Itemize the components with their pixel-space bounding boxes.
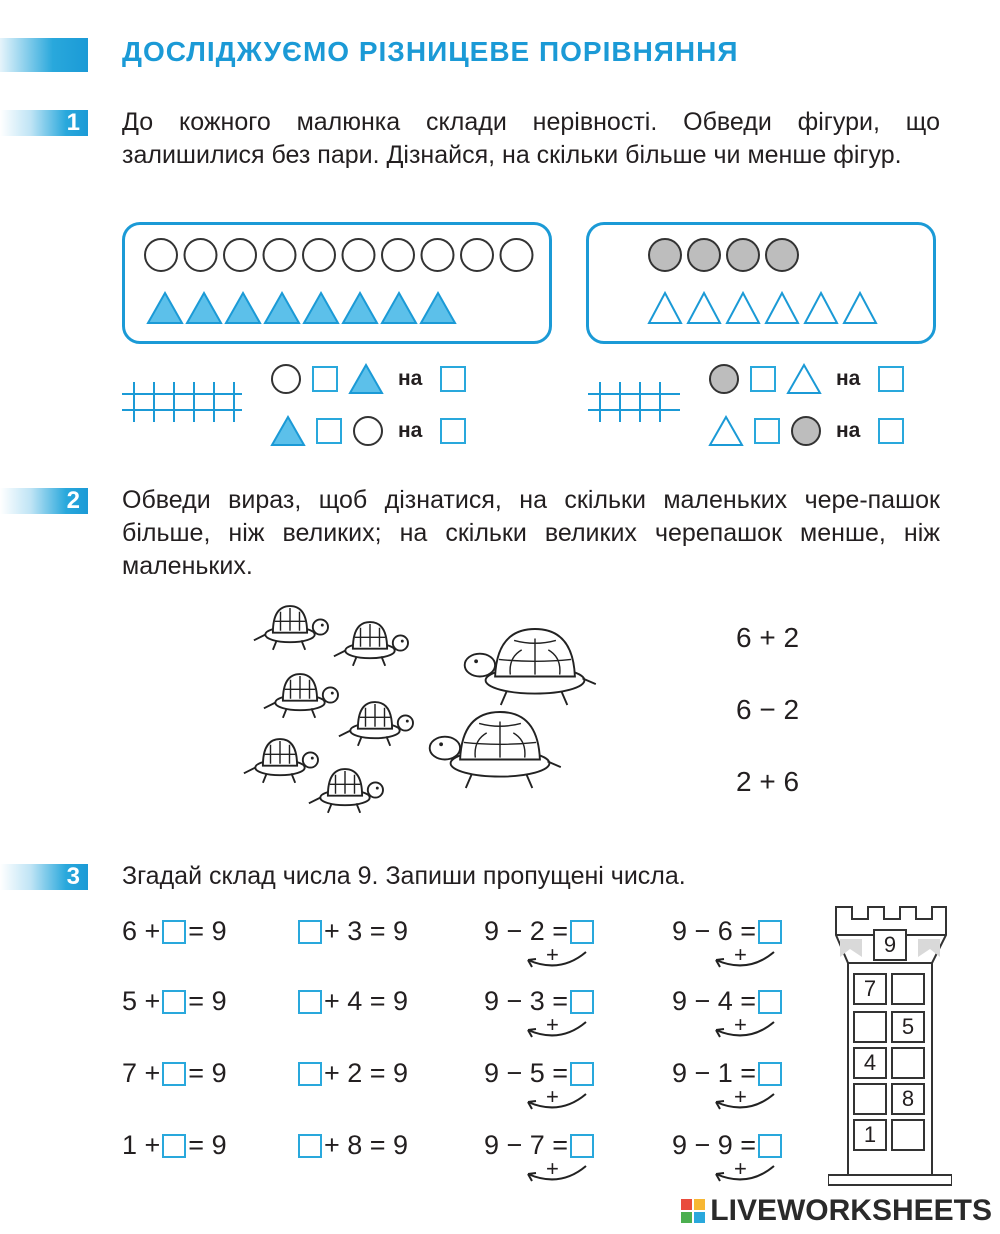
- gray-circle-icon: [790, 415, 822, 447]
- plus-sign: +: [546, 1156, 559, 1181]
- outline-triangle[interactable]: [766, 293, 798, 323]
- tower-cell[interactable]: [891, 1047, 925, 1079]
- check-arrow: [520, 1156, 590, 1193]
- blue-triangle[interactable]: [226, 293, 260, 323]
- blue-triangle[interactable]: [343, 293, 377, 323]
- check-arrow: [708, 1012, 778, 1049]
- task-1-right-frame: [586, 222, 936, 344]
- turtles-illustration: [240, 595, 600, 825]
- task-3-number: 3: [66, 863, 80, 890]
- circle-icon: [352, 415, 384, 447]
- gray-circle[interactable]: [688, 239, 720, 271]
- plus-sign: +: [734, 1012, 747, 1037]
- answer-box[interactable]: [758, 1062, 782, 1086]
- tower-cell[interactable]: [853, 1011, 887, 1043]
- answer-box[interactable]: [758, 920, 782, 944]
- equation-term: 9 − 2 =: [484, 916, 569, 946]
- plus-sign: +: [546, 1084, 559, 1109]
- equation-term: 9 − 7 =: [484, 1130, 569, 1160]
- check-arrow: [708, 1084, 778, 1121]
- equation-term: + 4 = 9: [324, 986, 409, 1016]
- outline-triangle[interactable]: [805, 293, 837, 323]
- sum-equation: [296, 1058, 408, 1089]
- gray-circle-icon: [708, 363, 740, 395]
- sum-equation: [296, 916, 408, 947]
- small-turtle: [264, 674, 338, 718]
- answer-box[interactable]: [754, 418, 780, 444]
- difference-equation: [484, 916, 596, 947]
- answer-box[interactable]: [750, 366, 776, 392]
- equation-term: + 3 = 9: [324, 916, 409, 946]
- answer-box[interactable]: [316, 418, 342, 444]
- equation-term: 9 − 9 =: [672, 1130, 757, 1160]
- check-arrow: [520, 942, 590, 979]
- inequality-row-right-2: [708, 414, 904, 448]
- big-turtle: [465, 629, 596, 705]
- tower-cell[interactable]: [891, 1119, 925, 1151]
- sum-equation: [122, 916, 227, 947]
- equation-result: = 9: [188, 916, 227, 946]
- white-circle[interactable]: [145, 239, 177, 271]
- answer-box[interactable]: [162, 920, 186, 944]
- white-circle[interactable]: [501, 239, 533, 271]
- white-circle[interactable]: [303, 239, 335, 271]
- blue-triangle[interactable]: [187, 293, 221, 323]
- small-turtle: [309, 769, 383, 813]
- answer-box[interactable]: [570, 1062, 594, 1086]
- blue-triangle[interactable]: [382, 293, 416, 323]
- answer-box[interactable]: [312, 366, 338, 392]
- answer-box[interactable]: [162, 1062, 186, 1086]
- difference-equation: [484, 1058, 596, 1089]
- tally-grid-right: [586, 380, 682, 424]
- task-2-number: 2: [66, 487, 80, 514]
- answer-box[interactable]: [758, 990, 782, 1014]
- equation-term: 9 − 1 =: [672, 1058, 757, 1088]
- answer-box[interactable]: [570, 1134, 594, 1158]
- plus-sign: +: [546, 942, 559, 967]
- inequality-row-left-1: [270, 362, 466, 396]
- triangle-outline-icon: [786, 363, 822, 395]
- sum-equation: [296, 986, 408, 1017]
- task-3-text: Згадай склад числа 9. Запиши пропущені числа.: [122, 862, 686, 890]
- outline-triangle[interactable]: [727, 293, 759, 323]
- blue-triangle[interactable]: [265, 293, 299, 323]
- task-1-number-bar: [0, 110, 88, 136]
- tower-cell[interactable]: [853, 1083, 887, 1115]
- blue-triangle[interactable]: [304, 293, 338, 323]
- sum-equation: [122, 1058, 227, 1089]
- equation-result: = 9: [188, 1130, 227, 1160]
- gray-circle[interactable]: [649, 239, 681, 271]
- answer-box[interactable]: [570, 920, 594, 944]
- plus-sign: +: [734, 1156, 747, 1181]
- small-turtle: [254, 606, 328, 650]
- na-label: на: [836, 419, 861, 442]
- tower-cell: 5: [891, 1011, 925, 1043]
- answer-box[interactable]: [758, 1134, 782, 1158]
- task-1-number: 1: [66, 109, 80, 136]
- white-circle[interactable]: [224, 239, 256, 271]
- equation-result: = 9: [188, 986, 227, 1016]
- difference-equation: [672, 1130, 784, 1161]
- blue-triangle[interactable]: [148, 293, 182, 323]
- sum-equation: [296, 1130, 408, 1161]
- difference-equation: [672, 986, 784, 1017]
- right-shapes: [589, 225, 933, 341]
- tower-cell: 4: [853, 1047, 887, 1079]
- liveworksheets-logo: [680, 1194, 992, 1228]
- answer-box[interactable]: [162, 1134, 186, 1158]
- equation-term: 6 +: [122, 916, 161, 946]
- gray-circle[interactable]: [766, 239, 798, 271]
- inequality-row-left-2: [270, 414, 466, 448]
- logo-text: LIVEWORKSHEETS: [710, 1194, 992, 1227]
- answer-box[interactable]: [440, 366, 466, 392]
- equation-term: 7 +: [122, 1058, 161, 1088]
- white-circle[interactable]: [343, 239, 375, 271]
- triangle-icon: [348, 363, 384, 395]
- na-label: на: [398, 419, 423, 442]
- equation-term: 5 +: [122, 986, 161, 1016]
- plus-sign: +: [734, 1084, 747, 1109]
- check-arrow: [708, 942, 778, 979]
- check-arrow: [520, 1084, 590, 1121]
- expression-option-3[interactable]: 2 + 6: [736, 766, 800, 797]
- blue-triangle[interactable]: [421, 293, 455, 323]
- equation-result: = 9: [188, 1058, 227, 1088]
- plus-sign: +: [546, 1012, 559, 1037]
- white-circle[interactable]: [185, 239, 217, 271]
- sum-equation: [122, 986, 227, 1017]
- difference-equation: [484, 1130, 596, 1161]
- white-circle[interactable]: [461, 239, 493, 271]
- inequality-row-right-1: [708, 362, 904, 396]
- task-2-text: Обведи вираз, щоб дізнатися, на скільки маленьких чере-пашок більше, ніж великих; на скільки великих черепашок менше, ніж маленьких.: [122, 486, 940, 580]
- tower-cell: 8: [891, 1083, 925, 1115]
- answer-box[interactable]: [878, 366, 904, 392]
- answer-box[interactable]: [440, 418, 466, 444]
- tower-cell[interactable]: [891, 973, 925, 1005]
- expression-option-2[interactable]: 6 − 2: [736, 694, 800, 725]
- equation-term: 1 +: [122, 1130, 161, 1160]
- task-1-text: До кожного малюнка склади нерівності. Обведи фігури, що залишилися без пари. Дізнайся, на скільки більше чи менше фігур.: [122, 108, 940, 169]
- equation-term: 9 − 5 =: [484, 1058, 569, 1088]
- equation-term: + 8 = 9: [324, 1130, 409, 1160]
- white-circle[interactable]: [264, 239, 296, 271]
- difference-equation: [672, 916, 784, 947]
- big-turtle: [430, 712, 561, 788]
- triangle-outline-icon: [708, 415, 744, 447]
- check-arrow: [520, 1012, 590, 1049]
- answer-box[interactable]: [298, 1062, 322, 1086]
- answer-box[interactable]: [298, 990, 322, 1014]
- expression-option-1[interactable]: 6 + 2: [736, 622, 800, 653]
- outline-triangle[interactable]: [688, 293, 720, 323]
- difference-equation: [672, 1058, 784, 1089]
- answer-box[interactable]: [298, 920, 322, 944]
- task-3-number-bar: [0, 864, 88, 890]
- header-accent-bar: [0, 38, 88, 72]
- plus-sign: +: [734, 942, 747, 967]
- circle-icon: [270, 363, 302, 395]
- answer-box[interactable]: [162, 990, 186, 1014]
- white-circle[interactable]: [422, 239, 454, 271]
- task-2-number-bar: [0, 488, 88, 514]
- na-label: на: [398, 367, 423, 390]
- outline-triangle[interactable]: [844, 293, 876, 323]
- left-shapes: [125, 225, 549, 341]
- answer-box[interactable]: [570, 990, 594, 1014]
- check-arrow: [708, 1156, 778, 1193]
- triangle-icon: [270, 415, 306, 447]
- outline-triangle[interactable]: [649, 293, 681, 323]
- tally-grid-left: [120, 380, 244, 424]
- sum-equation: [122, 1130, 227, 1161]
- task-1-left-frame: [122, 222, 552, 344]
- tower-cell: 7: [853, 973, 887, 1005]
- small-turtle: [339, 702, 413, 746]
- answer-box[interactable]: [878, 418, 904, 444]
- page-title: ДОСЛІДЖУЄМО РІЗНИЦЕВЕ ПОРІВНЯННЯ: [122, 36, 739, 67]
- difference-equation: [484, 986, 596, 1017]
- tower-top-cell: 9: [873, 929, 907, 961]
- answer-box[interactable]: [298, 1134, 322, 1158]
- equation-term: 9 − 6 =: [672, 916, 757, 946]
- small-turtle: [244, 739, 318, 783]
- equation-term: 9 − 3 =: [484, 986, 569, 1016]
- lw-logo-icon: [680, 1198, 706, 1224]
- na-label: на: [836, 367, 861, 390]
- small-turtle: [334, 622, 408, 666]
- equation-term: 9 − 4 =: [672, 986, 757, 1016]
- tower-cell: 1: [853, 1119, 887, 1151]
- white-circle[interactable]: [382, 239, 414, 271]
- number-tower: [828, 905, 952, 1187]
- equation-term: + 2 = 9: [324, 1058, 409, 1088]
- gray-circle[interactable]: [727, 239, 759, 271]
